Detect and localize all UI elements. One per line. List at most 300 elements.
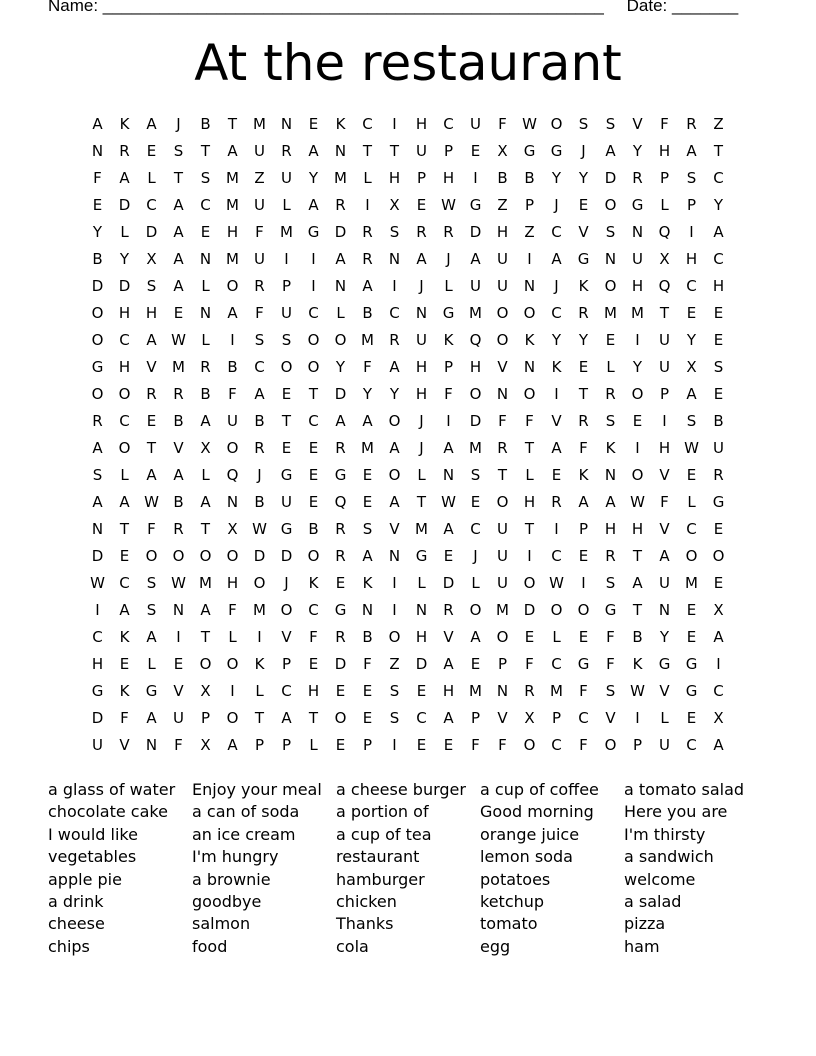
grid-letter: R: [335, 547, 346, 565]
grid-letter: G: [631, 196, 644, 214]
grid-letter: O: [145, 547, 158, 565]
grid-letter: O: [199, 547, 212, 565]
grid-letter: V: [605, 709, 616, 727]
grid-letter: H: [145, 304, 158, 322]
grid-letter: J: [419, 277, 424, 295]
grid-letter: V: [119, 736, 130, 754]
grid-letter: F: [93, 169, 102, 187]
grid-letter: F: [660, 115, 669, 133]
grid-letter: H: [496, 223, 509, 241]
grid-letter: V: [578, 223, 589, 241]
grid-letter: F: [579, 682, 588, 700]
grid-letter: U: [416, 331, 427, 349]
grid-letter: U: [497, 574, 508, 592]
grid-letter: R: [335, 439, 346, 457]
grid-letter: C: [578, 709, 589, 727]
grid-letter: F: [606, 628, 615, 646]
grid-letter: G: [145, 682, 158, 700]
grid-letter: T: [713, 142, 724, 160]
grid-letter: C: [254, 358, 265, 376]
grid-letter: P: [470, 709, 481, 727]
word-list-item: a tomato salad: [624, 780, 745, 799]
grid-letter: P: [551, 709, 562, 727]
letter-grid: [84, 114, 732, 762]
grid-letter: R: [146, 385, 157, 403]
grid-letter: X: [200, 439, 211, 457]
grid-letter: D: [91, 547, 104, 565]
grid-letter: T: [524, 439, 535, 457]
grid-letter: A: [227, 142, 238, 160]
grid-letter: I: [527, 547, 532, 565]
grid-letter: K: [443, 331, 454, 349]
grid-letter: A: [578, 493, 589, 511]
grid-letter: E: [713, 574, 724, 592]
grid-letter: O: [523, 304, 536, 322]
grid-letter: E: [335, 682, 346, 700]
word-list-item: food: [192, 936, 228, 956]
grid-letter: O: [253, 574, 266, 592]
grid-letter: S: [605, 412, 616, 430]
grid-letter: A: [200, 601, 211, 619]
grid-letter: C: [92, 628, 103, 646]
grid-letter: H: [415, 115, 428, 133]
grid-letter: O: [523, 385, 536, 403]
header: [48, 0, 748, 18]
grid-letter: N: [496, 682, 509, 700]
grid-letter: X: [497, 142, 508, 160]
grid-letter: F: [228, 385, 237, 403]
grid-letter: B: [362, 304, 373, 322]
grid-letter: A: [146, 466, 157, 484]
grid-letter: O: [388, 466, 401, 484]
grid-letter: Z: [497, 196, 508, 214]
grid-letter: E: [335, 736, 346, 754]
grid-letter: F: [444, 385, 453, 403]
word-list-item: vegetables: [48, 847, 137, 867]
grid-letter: M: [469, 682, 482, 700]
grid-letter: G: [280, 466, 293, 484]
grid-letter: D: [334, 655, 347, 673]
grid-letter: C: [713, 169, 724, 187]
grid-letter: J: [284, 574, 289, 592]
grid-letter: C: [551, 655, 562, 673]
grid-letter: H: [685, 250, 698, 268]
grid-row: [84, 249, 732, 276]
grid-letter: T: [362, 142, 373, 160]
grid-letter: F: [174, 736, 183, 754]
grid-letter: B: [200, 385, 211, 403]
grid-letter: T: [281, 412, 292, 430]
grid-letter: S: [389, 709, 400, 727]
grid-letter: C: [308, 412, 319, 430]
grid-letter: N: [415, 304, 428, 322]
grid-letter: E: [146, 412, 157, 430]
grid-letter: E: [362, 682, 373, 700]
grid-letter: R: [335, 196, 346, 214]
grid-row: [84, 141, 732, 168]
grid-letter: U: [659, 358, 670, 376]
grid-letter: K: [119, 115, 130, 133]
grid-letter: B: [524, 169, 535, 187]
grid-letter: W: [144, 493, 159, 511]
grid-letter: N: [145, 736, 158, 754]
word-column: [480, 779, 624, 958]
grid-letter: O: [523, 574, 536, 592]
grid-letter: I: [446, 412, 451, 430]
grid-letter: C: [389, 304, 400, 322]
grid-letter: L: [417, 574, 426, 592]
word-list-item: ham: [624, 936, 660, 956]
grid-letter: O: [334, 331, 347, 349]
grid-letter: O: [172, 547, 185, 565]
grid-letter: S: [605, 223, 616, 241]
grid-letter: O: [631, 385, 644, 403]
name-field-label: Name: _____________________________________________________: [48, 0, 604, 15]
grid-letter: M: [604, 304, 617, 322]
grid-row: [84, 600, 732, 627]
grid-letter: Q: [226, 466, 239, 484]
grid-letter: E: [524, 628, 535, 646]
grid-row: [84, 681, 732, 708]
grid-letter: H: [118, 358, 131, 376]
grid-letter: O: [631, 466, 644, 484]
grid-letter: A: [713, 628, 724, 646]
grid-letter: A: [227, 304, 238, 322]
word-list-item: pizza: [624, 914, 666, 934]
grid-letter: X: [146, 250, 157, 268]
grid-letter: A: [416, 250, 427, 268]
grid-letter: W: [630, 682, 645, 700]
grid-letter: U: [470, 277, 481, 295]
grid-letter: K: [119, 628, 130, 646]
grid-letter: M: [469, 304, 482, 322]
grid-letter: I: [635, 439, 640, 457]
grid-letter: F: [660, 493, 669, 511]
grid-letter: M: [631, 304, 644, 322]
grid-letter: T: [173, 169, 184, 187]
grid-letter: I: [554, 385, 559, 403]
grid-row: [84, 195, 732, 222]
grid-letter: S: [713, 358, 724, 376]
grid-letter: T: [632, 601, 643, 619]
grid-row: [84, 627, 732, 654]
grid-letter: X: [659, 250, 670, 268]
grid-letter: N: [361, 601, 374, 619]
grid-letter: J: [554, 196, 559, 214]
grid-letter: F: [363, 358, 372, 376]
grid-letter: F: [255, 304, 264, 322]
grid-letter: G: [442, 304, 455, 322]
grid-letter: M: [361, 439, 374, 457]
grid-letter: A: [173, 277, 184, 295]
word-list-item: a cup of coffee: [480, 780, 599, 799]
grid-letter: L: [687, 493, 696, 511]
grid-letter: V: [632, 115, 643, 133]
grid-letter: O: [226, 439, 239, 457]
grid-letter: A: [281, 709, 292, 727]
grid-letter: O: [118, 385, 131, 403]
grid-letter: O: [496, 493, 509, 511]
grid-letter: D: [469, 412, 482, 430]
grid-letter: I: [230, 682, 235, 700]
grid-letter: C: [686, 736, 697, 754]
grid-letter: R: [632, 169, 643, 187]
grid-letter: O: [226, 277, 239, 295]
grid-letter: O: [91, 331, 104, 349]
grid-letter: K: [362, 574, 373, 592]
grid-letter: N: [172, 601, 185, 619]
grid-letter: L: [282, 196, 291, 214]
word-list-item: chicken: [336, 891, 397, 911]
grid-letter: A: [551, 250, 562, 268]
grid-letter: R: [254, 439, 265, 457]
grid-letter: E: [416, 196, 427, 214]
grid-letter: C: [551, 736, 562, 754]
grid-letter: I: [311, 250, 316, 268]
grid-letter: M: [469, 439, 482, 457]
grid-letter: A: [389, 358, 400, 376]
grid-letter: A: [686, 142, 697, 160]
grid-letter: E: [713, 385, 724, 403]
grid-letter: F: [606, 655, 615, 673]
grid-letter: Y: [389, 385, 400, 403]
grid-letter: R: [497, 439, 508, 457]
grid-letter: Y: [308, 169, 319, 187]
grid-letter: A: [92, 115, 103, 133]
grid-letter: R: [362, 250, 373, 268]
grid-letter: Z: [524, 223, 535, 241]
grid-letter: S: [389, 682, 400, 700]
grid-letter: S: [146, 574, 157, 592]
grid-row: [84, 303, 732, 330]
grid-row: [84, 330, 732, 357]
word-list-item: ketchup: [480, 891, 545, 911]
grid-letter: G: [604, 601, 617, 619]
grid-letter: A: [659, 547, 670, 565]
grid-letter: W: [441, 196, 456, 214]
grid-letter: E: [308, 655, 319, 673]
grid-letter: D: [118, 196, 131, 214]
grid-letter: S: [281, 331, 292, 349]
word-list-item: Good morning: [480, 802, 594, 822]
grid-letter: B: [227, 358, 238, 376]
grid-letter: G: [577, 655, 590, 673]
word-list: [48, 779, 768, 958]
grid-letter: H: [415, 628, 428, 646]
grid-letter: H: [91, 655, 104, 673]
grid-letter: O: [91, 385, 104, 403]
grid-letter: D: [442, 574, 455, 592]
grid-letter: A: [713, 736, 724, 754]
grid-letter: H: [118, 304, 131, 322]
grid-letter: S: [578, 115, 589, 133]
grid-letter: E: [578, 547, 589, 565]
grid-letter: N: [523, 277, 536, 295]
grid-letter: O: [307, 358, 320, 376]
grid-letter: H: [658, 142, 671, 160]
grid-letter: G: [334, 601, 347, 619]
grid-letter: O: [307, 331, 320, 349]
grid-letter: S: [254, 331, 265, 349]
grid-letter: U: [416, 142, 427, 160]
word-list-item: a cup of tea: [336, 824, 432, 844]
grid-letter: M: [496, 601, 509, 619]
grid-letter: A: [308, 196, 319, 214]
grid-letter: N: [91, 142, 104, 160]
grid-letter: H: [523, 493, 536, 511]
word-list-item: welcome: [624, 869, 696, 889]
grid-letter: G: [334, 466, 347, 484]
grid-letter: A: [443, 520, 454, 538]
grid-letter: G: [577, 250, 590, 268]
grid-letter: A: [470, 250, 481, 268]
grid-letter: F: [309, 628, 318, 646]
grid-letter: C: [713, 682, 724, 700]
grid-letter: U: [713, 439, 724, 457]
grid-row: [84, 654, 732, 681]
grid-letter: H: [415, 385, 428, 403]
grid-letter: K: [335, 115, 346, 133]
word-list-item: I would like: [48, 824, 138, 844]
grid-letter: B: [200, 115, 211, 133]
grid-letter: U: [281, 304, 292, 322]
grid-letter: U: [281, 169, 292, 187]
grid-letter: B: [173, 412, 184, 430]
grid-row: [84, 546, 732, 573]
grid-letter: I: [230, 331, 235, 349]
grid-letter: Q: [658, 277, 671, 295]
word-column: [336, 779, 480, 958]
grid-letter: U: [497, 250, 508, 268]
grid-letter: D: [523, 601, 536, 619]
grid-letter: L: [660, 196, 669, 214]
word-list-item: a drink: [48, 891, 104, 911]
grid-letter: R: [713, 466, 724, 484]
grid-letter: A: [92, 439, 103, 457]
grid-letter: Y: [686, 331, 697, 349]
grid-letter: I: [581, 574, 586, 592]
grid-letter: P: [443, 358, 454, 376]
grid-letter: I: [95, 601, 100, 619]
grid-letter: T: [659, 304, 670, 322]
grid-letter: D: [118, 277, 131, 295]
word-list-item: a sandwich: [624, 847, 714, 867]
grid-letter: J: [419, 439, 424, 457]
grid-letter: P: [659, 385, 670, 403]
grid-letter: M: [226, 196, 239, 214]
grid-letter: I: [392, 574, 397, 592]
grid-letter: O: [523, 736, 536, 754]
grid-letter: D: [334, 385, 347, 403]
grid-letter: N: [496, 385, 509, 403]
grid-letter: I: [527, 250, 532, 268]
grid-letter: O: [496, 304, 509, 322]
grid-letter: V: [443, 628, 454, 646]
grid-letter: B: [632, 628, 643, 646]
grid-letter: T: [632, 547, 643, 565]
grid-letter: S: [146, 601, 157, 619]
grid-letter: C: [281, 682, 292, 700]
grid-letter: R: [551, 493, 562, 511]
grid-letter: E: [713, 304, 724, 322]
grid-letter: G: [685, 655, 698, 673]
grid-letter: M: [685, 574, 698, 592]
grid-letter: W: [549, 574, 564, 592]
grid-letter: E: [686, 601, 697, 619]
grid-letter: J: [257, 466, 262, 484]
grid-letter: F: [147, 520, 156, 538]
grid-row: [84, 168, 732, 195]
grid-letter: R: [254, 277, 265, 295]
grid-letter: S: [389, 223, 400, 241]
grid-letter: S: [200, 169, 211, 187]
grid-letter: A: [227, 736, 238, 754]
grid-letter: M: [226, 250, 239, 268]
grid-letter: B: [362, 628, 373, 646]
grid-letter: E: [713, 331, 724, 349]
grid-letter: O: [469, 385, 482, 403]
grid-letter: R: [389, 331, 400, 349]
grid-letter: L: [552, 628, 561, 646]
grid-letter: D: [91, 709, 104, 727]
grid-letter: I: [392, 601, 397, 619]
grid-letter: E: [119, 655, 130, 673]
grid-letter: V: [146, 358, 157, 376]
grid-letter: P: [281, 736, 292, 754]
grid-letter: A: [119, 493, 130, 511]
grid-letter: U: [470, 115, 481, 133]
grid-letter: I: [392, 277, 397, 295]
grid-letter: P: [686, 196, 697, 214]
grid-letter: R: [443, 223, 454, 241]
word-list-item: I'm thirsty: [624, 824, 706, 844]
grid-letter: M: [361, 331, 374, 349]
grid-letter: T: [578, 385, 589, 403]
grid-letter: T: [308, 385, 319, 403]
grid-letter: T: [200, 520, 211, 538]
grid-row: [84, 438, 732, 465]
word-list-item: cola: [336, 936, 369, 956]
grid-letter: O: [226, 655, 239, 673]
grid-letter: R: [335, 628, 346, 646]
grid-letter: X: [200, 682, 211, 700]
grid-letter: W: [630, 493, 645, 511]
word-list-item: goodbye: [192, 891, 262, 911]
page-title: At the restaurant: [194, 34, 622, 92]
grid-letter: D: [280, 547, 293, 565]
grid-letter: E: [335, 574, 346, 592]
grid-letter: O: [550, 601, 563, 619]
grid-letter: P: [281, 655, 292, 673]
grid-row: [84, 573, 732, 600]
grid-row: [84, 222, 732, 249]
grid-letter: L: [336, 304, 345, 322]
grid-letter: X: [686, 358, 697, 376]
grid-letter: B: [173, 493, 184, 511]
grid-letter: X: [713, 601, 724, 619]
grid-letter: U: [227, 412, 238, 430]
grid-letter: Y: [632, 358, 643, 376]
grid-letter: U: [254, 250, 265, 268]
grid-letter: N: [658, 601, 671, 619]
grid-letter: D: [91, 277, 104, 295]
grid-letter: E: [416, 682, 427, 700]
grid-letter: A: [119, 169, 130, 187]
grid-letter: C: [119, 331, 130, 349]
grid-letter: H: [226, 223, 239, 241]
grid-letter: M: [280, 223, 293, 241]
word-list-item: potatoes: [480, 869, 551, 889]
